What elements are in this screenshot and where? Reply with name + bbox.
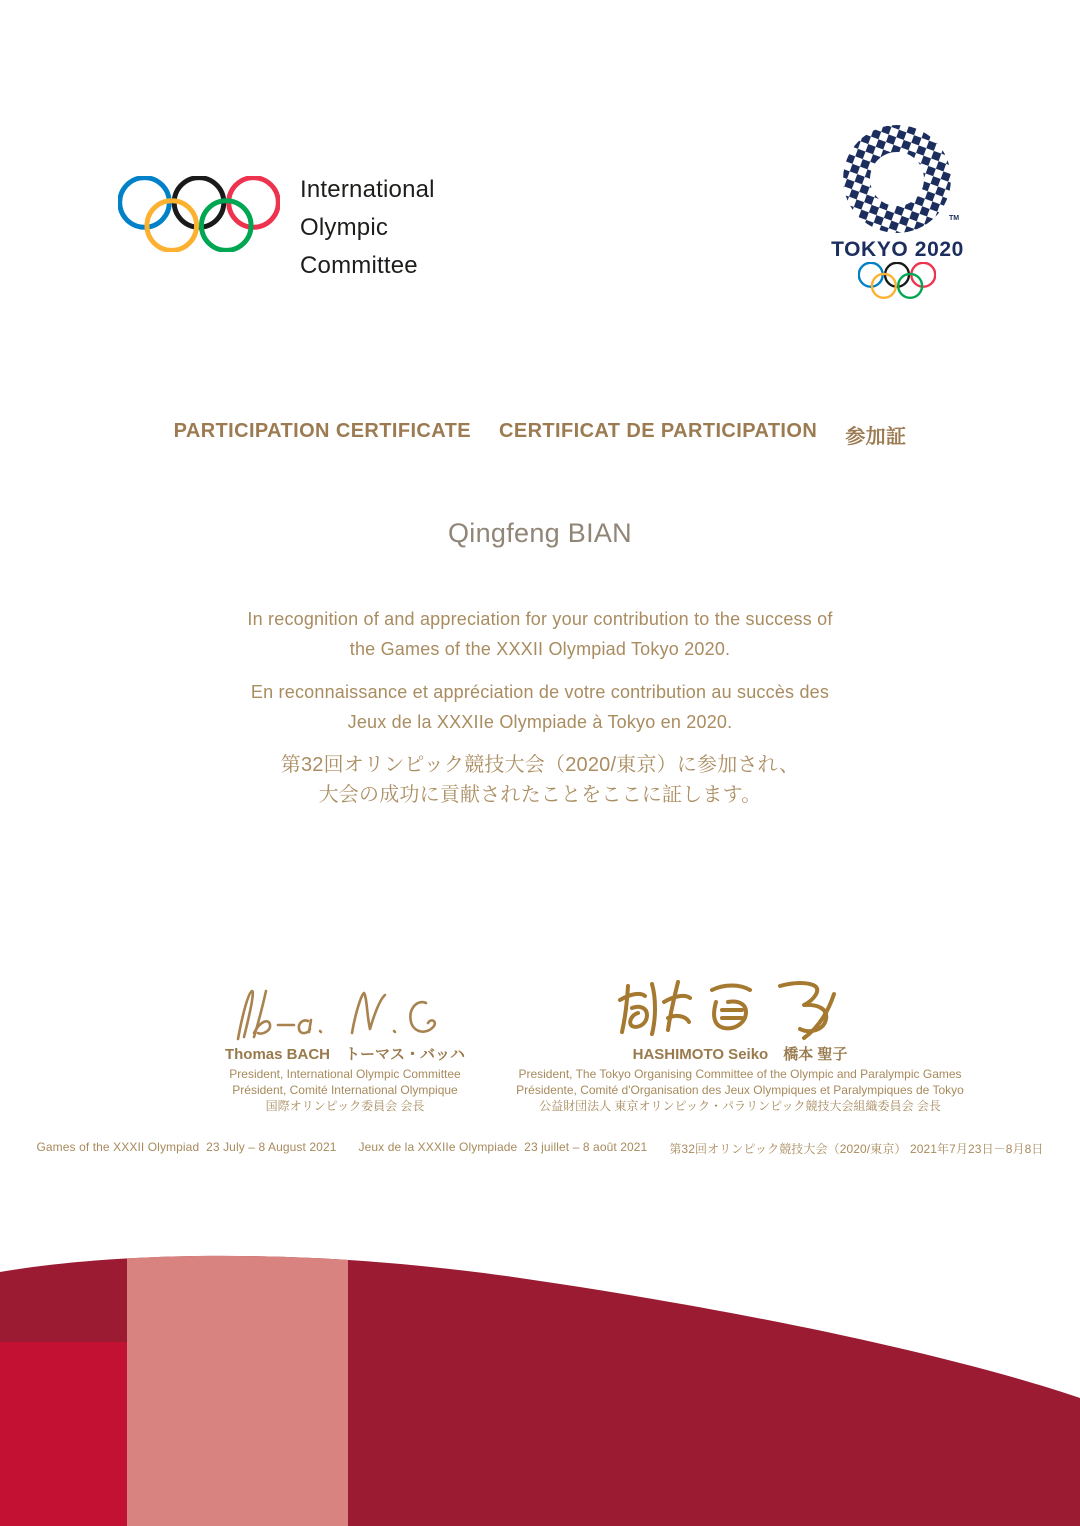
games-dates-line bbox=[0, 1140, 1080, 1157]
red-band bbox=[0, 1342, 127, 1526]
paragraph-line: Jeux de la XXXIIe Olympiade à Tokyo en 2020. bbox=[347, 712, 733, 732]
paragraph-line: In recognition of and appreciation for your contribution to the success of bbox=[247, 609, 833, 629]
signer-title-line: President, The Tokyo Organising Committee of the Olympic and Paralympic Games bbox=[518, 1067, 962, 1081]
body-text bbox=[0, 604, 1080, 823]
title-en: PARTICIPATION CERTIFICATE bbox=[173, 420, 471, 442]
title-fr: CERTIFICAT DE PARTICIPATION bbox=[499, 420, 818, 442]
title-ja: 参加証 bbox=[845, 426, 907, 448]
dates-en: Games of the XXXII Olympiad 23 July – 8 August 2021 bbox=[36, 1140, 337, 1154]
signer-name-right: HASHIMOTO Seiko 橋本 聖子 bbox=[632, 1046, 848, 1063]
bottom-wave-decoration bbox=[0, 1226, 1080, 1526]
signer-name-left: Thomas BACH トーマス・バッハ bbox=[224, 1046, 465, 1063]
paragraph-line: En reconnaissance et appréciation de votre contribution au succès des bbox=[250, 682, 830, 702]
signer-titles-right bbox=[510, 1066, 970, 1114]
signer-title-line: 公益財団法人 東京オリンピック・パラリンピック競技大会組織委員会 会長 bbox=[539, 1099, 941, 1113]
olympic-rings-icon bbox=[858, 262, 936, 299]
thomas-bach-signature bbox=[228, 979, 460, 1045]
tokyo2020-emblem-icon bbox=[842, 124, 952, 234]
tokyo2020-wordmark: TOKYO 2020 bbox=[831, 238, 964, 261]
recipient-name: Qingfeng BIAN bbox=[447, 518, 632, 548]
ioc-wordmark-line: Committee bbox=[300, 252, 418, 279]
ioc-wordmark-line: International bbox=[300, 176, 435, 203]
signer-title-line: Président, Comité International Olympique bbox=[232, 1083, 458, 1097]
ioc-wordmark bbox=[300, 171, 435, 285]
salmon-band bbox=[127, 1226, 348, 1526]
paragraph-ja bbox=[0, 750, 1080, 810]
signer-title-line: Présidente, Comité d'Organisation des Jeux Olympiques et Paralympiques de Tokyo bbox=[516, 1083, 964, 1097]
olympic-rings-icon bbox=[118, 176, 280, 252]
hashimoto-seiko-signature bbox=[612, 972, 868, 1042]
paragraph-line: the Games of the XXXII Olympiad Tokyo 2020. bbox=[349, 639, 731, 659]
signer-title-line: 国際オリンピック委員会 会長 bbox=[265, 1099, 425, 1113]
certificate-title bbox=[0, 420, 1080, 449]
trademark-symbol: TM bbox=[949, 215, 960, 222]
ioc-wordmark-line: Olympic bbox=[300, 214, 389, 241]
dates-fr: Jeux de la XXXIIe Olympiade 23 juillet – 8 août 2021 bbox=[358, 1140, 648, 1154]
signer-title-line: President, International Olympic Committee bbox=[229, 1067, 461, 1081]
paragraph-line: 第32回オリンピック競技大会（2020/東京）に参加され、 bbox=[280, 754, 800, 776]
dates-ja: 第32回オリンピック競技大会（2020/東京） 2021年7月23日－8月8日 bbox=[669, 1142, 1044, 1156]
paragraph-line: 大会の成功に貢献されたことをここに証します。 bbox=[318, 784, 762, 806]
paragraph-en bbox=[0, 604, 1080, 664]
paragraph-fr bbox=[0, 677, 1080, 737]
